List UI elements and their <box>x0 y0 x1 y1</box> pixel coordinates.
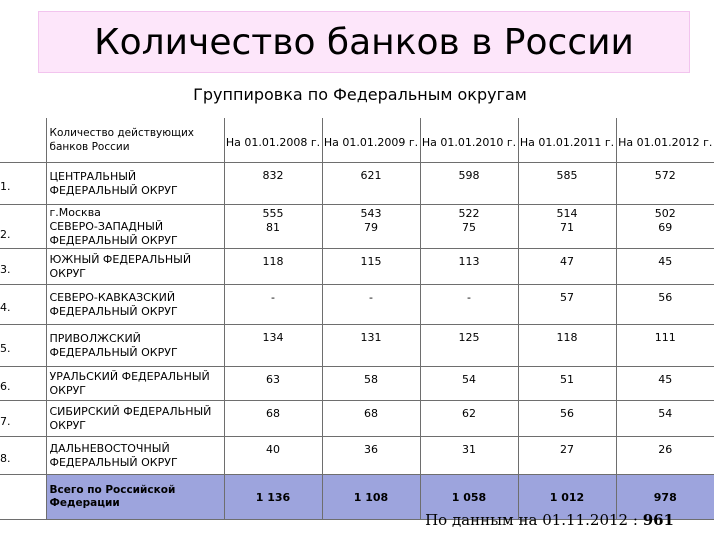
row-value: 131 <box>322 325 420 367</box>
row-value: 81 <box>266 221 280 234</box>
table-row <box>0 205 714 249</box>
row-value: 47 <box>518 249 616 285</box>
table-row <box>0 401 714 437</box>
table-header-row <box>0 118 714 163</box>
row-district-name: ПРИВОЛЖСКИЙ ФЕДЕРАЛЬНЫЙ ОКРУГ <box>46 325 224 367</box>
row-value: 27 <box>518 437 616 475</box>
total-value: 1 136 <box>224 475 322 520</box>
row-district-name: УРАЛЬСКИЙ ФЕДЕРАЛЬНЫЙ ОКРУГ <box>46 367 224 401</box>
table-row <box>0 325 714 367</box>
row-value-moscow: 555 <box>262 207 284 220</box>
row-value: 832 <box>224 163 322 205</box>
row-value-pair <box>224 205 322 249</box>
row-number: 6. <box>0 367 46 401</box>
row-value: - <box>224 285 322 325</box>
row-value-moscow: 502 <box>654 207 676 220</box>
header-num-cell <box>0 118 46 163</box>
row-value: 585 <box>518 163 616 205</box>
row-number: 7. <box>0 401 46 437</box>
row-value-pair <box>322 205 420 249</box>
total-num-cell <box>0 475 46 520</box>
row-number: 8. <box>0 437 46 475</box>
row-number: 1. <box>0 163 46 205</box>
row-value: 621 <box>322 163 420 205</box>
row-number: 5. <box>0 325 46 367</box>
row-value: 69 <box>658 221 673 234</box>
row-value: 134 <box>224 325 322 367</box>
row-value: 54 <box>616 401 714 437</box>
row-district-name: СЕВЕРО-ЗАПАДНЫЙ ФЕДЕРАЛЬНЫЙ ОКРУГ <box>49 219 178 247</box>
row-value: 572 <box>616 163 714 205</box>
row-value: 71 <box>560 221 574 234</box>
banks-table <box>0 118 714 520</box>
row-value: 56 <box>518 401 616 437</box>
row-number: 4. <box>0 285 46 325</box>
header-year-2008: На 01.01.2008 г. <box>224 118 322 163</box>
row-district-name: СИБИРСКИЙ ФЕДЕРАЛЬНЫЙ ОКРУГ <box>46 401 224 437</box>
row-value-moscow: 543 <box>360 207 382 220</box>
row-value-pair <box>616 205 714 249</box>
row-value: 57 <box>518 285 616 325</box>
total-value: 1 058 <box>420 475 518 520</box>
row-number: 2. <box>0 205 46 249</box>
header-year-2010: На 01.01.2010 г. <box>420 118 518 163</box>
total-value: 1 108 <box>322 475 420 520</box>
row-value: 56 <box>616 285 714 325</box>
row-value: - <box>420 285 518 325</box>
row-number: 3. <box>0 249 46 285</box>
row-value: 125 <box>420 325 518 367</box>
table-row <box>0 163 714 205</box>
row-value-pair <box>420 205 518 249</box>
table-row <box>0 249 714 285</box>
row-district-name: СЕВЕРО-КАВКАЗСКИЙ ФЕДЕРАЛЬНЫЙ ОКРУГ <box>46 285 224 325</box>
table-row <box>0 437 714 475</box>
row-city-name: г.Москва <box>49 205 101 219</box>
row-value: 45 <box>616 249 714 285</box>
row-value: 75 <box>462 221 476 234</box>
row-value: 79 <box>364 221 378 234</box>
row-value: 40 <box>224 437 322 475</box>
row-value-moscow: 514 <box>556 207 578 220</box>
row-value: 36 <box>322 437 420 475</box>
row-value: 26 <box>616 437 714 475</box>
row-value-pair <box>518 205 616 249</box>
header-year-2012: На 01.01.2012 г. <box>616 118 714 163</box>
row-district-name: ДАЛЬНЕВОСТОЧНЫЙ ФЕДЕРАЛЬНЫЙ ОКРУГ <box>46 437 224 475</box>
row-value: 68 <box>322 401 420 437</box>
row-value: - <box>322 285 420 325</box>
row-value: 51 <box>518 367 616 401</box>
row-value: 111 <box>616 325 714 367</box>
title-banner <box>38 11 690 73</box>
row-value: 45 <box>616 367 714 401</box>
row-value: 118 <box>518 325 616 367</box>
row-value: 113 <box>420 249 518 285</box>
footer-text: По данным на 01.11.2012 : <box>425 511 638 529</box>
table-row <box>0 285 714 325</box>
row-district-name: ЦЕНТРАЛЬНЫЙ ФЕДЕРАЛЬНЫЙ ОКРУГ <box>46 163 224 205</box>
row-value: 62 <box>420 401 518 437</box>
total-value: 978 <box>616 475 714 520</box>
row-value: 63 <box>224 367 322 401</box>
row-value: 115 <box>322 249 420 285</box>
total-value: 1 012 <box>518 475 616 520</box>
header-label: Количество действующих банков России <box>46 118 224 163</box>
row-value: 118 <box>224 249 322 285</box>
row-district-name: ЮЖНЫЙ ФЕДЕРАЛЬНЫЙ ОКРУГ <box>46 249 224 285</box>
page-subtitle: Группировка по Федеральным округам <box>193 85 527 104</box>
header-year-2009: На 01.01.2009 г. <box>322 118 420 163</box>
row-value: 68 <box>224 401 322 437</box>
row-value: 598 <box>420 163 518 205</box>
row-value: 58 <box>322 367 420 401</box>
row-value-moscow: 522 <box>458 207 480 220</box>
footer-note <box>425 511 674 529</box>
row-value: 31 <box>420 437 518 475</box>
page-title: Количество банков в России <box>94 21 634 63</box>
header-year-2011: На 01.01.2011 г. <box>518 118 616 163</box>
row-value: 54 <box>420 367 518 401</box>
row-district-name-block <box>46 205 224 249</box>
table-row <box>0 367 714 401</box>
total-label: Всего по Российской Федерации <box>46 475 224 520</box>
footer-value: 961 <box>642 511 674 529</box>
